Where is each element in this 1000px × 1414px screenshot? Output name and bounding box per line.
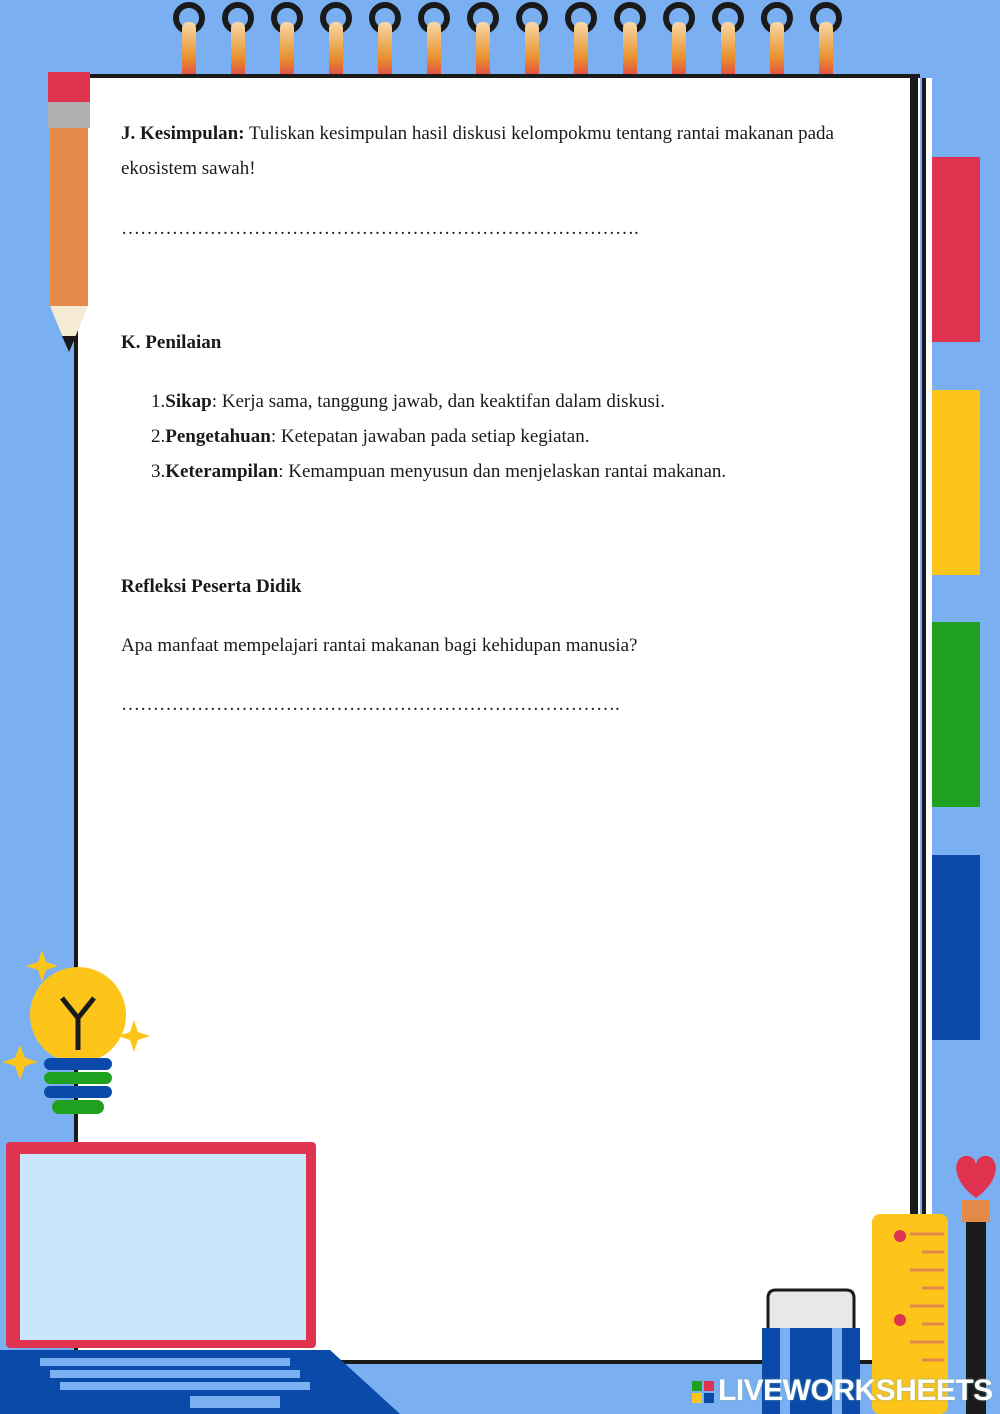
- spiral-ring-icon: [466, 2, 500, 82]
- spiral-ring-icon: [172, 2, 206, 82]
- page-edge: [910, 74, 918, 1364]
- reflection-heading: Refleksi Peserta Didik: [121, 576, 302, 597]
- spiral-ring-icon: [564, 2, 598, 82]
- reflection-answer-field[interactable]: …………………………………………………………………….: [121, 694, 620, 715]
- conclusion-prompt-text: Tuliskan kesimpulan hasil diskusi kelompokmu tentang rantai makanan pada: [248, 123, 834, 144]
- liveworksheets-logo-icon: [692, 1381, 714, 1403]
- conclusion-prompt: [121, 123, 834, 145]
- conclusion-prompt-continued: ekosistem sawah!: [121, 158, 256, 179]
- spiral-ring-icon: [809, 2, 843, 82]
- spiral-ring-icon: [711, 2, 745, 82]
- spiral-ring-icon: [760, 2, 794, 82]
- spiral-ring-icon: [319, 2, 353, 82]
- tab-blue: [932, 855, 980, 1040]
- liveworksheets-watermark: [692, 1374, 993, 1408]
- lightbulb-icon: [0, 940, 160, 1140]
- reflection-question: Apa manfaat mempelajari rantai makanan bagi kehidupan manusia?: [121, 635, 638, 656]
- assessment-heading: K. Penilaian: [121, 332, 222, 353]
- laptop-icon: [0, 1136, 420, 1414]
- spiral-ring-icon: [613, 2, 647, 82]
- tab-yellow: [932, 390, 980, 575]
- brand-name: LIVEWORKSHEETS: [718, 1374, 993, 1407]
- spiral-ring-icon: [368, 2, 402, 82]
- tab-red: [932, 157, 980, 342]
- spiral-ring-icon: [417, 2, 451, 82]
- page-edge: [922, 78, 932, 1360]
- spiral-ring-icon: [662, 2, 696, 82]
- spiral-ring-icon: [270, 2, 304, 82]
- spiral-ring-icon: [515, 2, 549, 82]
- tab-green: [932, 622, 980, 807]
- assessment-item-attitude: 1.Sikap: Kerja sama, tanggung jawab, dan keaktifan dalam diskusi.: [151, 391, 665, 412]
- conclusion-answer-field[interactable]: ……………………………………………………………………….: [121, 218, 639, 239]
- pencil-icon: [46, 70, 96, 360]
- assessment-item-knowledge: 2.Pengetahuan: Ketepatan jawaban pada setiap kegiatan.: [151, 426, 590, 447]
- spiral-ring-icon: [221, 2, 255, 82]
- conclusion-heading: J. Kesimpulan:: [121, 123, 245, 144]
- assessment-item-skills: 3.Keterampilan: Kemampuan menyusun dan menjelaskan rantai makanan.: [151, 461, 727, 482]
